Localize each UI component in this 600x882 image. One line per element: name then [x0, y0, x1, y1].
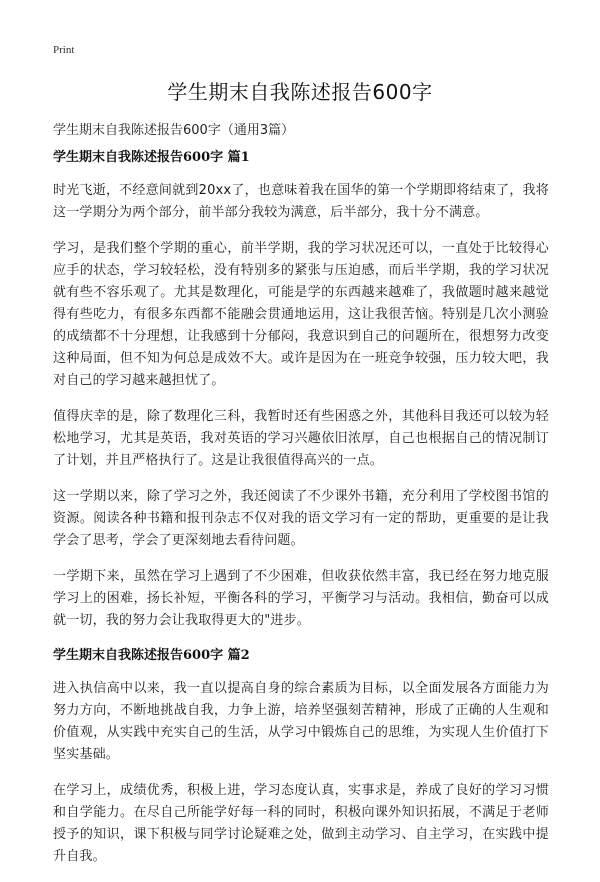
- page-subtitle: 学生期末自我陈述报告600字（通用3篇）: [53, 123, 295, 138]
- page-title: 学生期末自我陈述报告600字: [167, 80, 433, 104]
- paragraph: 进入执信高中以来，我一直以提高自身的综合素质为目标，以全面发展各方面能力为努力方向，不断地挑战自我，力争上游，培养坚强刻苦精神，形成了正确的人生观和价值观，从实践中充实自己的生活，从学习中锻炼自己的思维，为实现人生价值打下坚实基础。: [53, 681, 549, 762]
- document-body: [53, 148, 549, 882]
- paragraph: 值得庆幸的是，除了数理化三科，我暂时还有些困惑之外，其他科目我还可以较为轻松地学习，尤其是英语，我对英语的学习兴趣依旧浓厚，自己也根据自己的情况制订了计划，并且严格执行了。这是让我很值得高兴的一点。: [53, 409, 549, 468]
- print-label: Print: [53, 44, 75, 56]
- paragraph: 在学习上，成绩优秀，积极上进，学习态度认真，实事求是，养成了良好的学习习惯和自学能力。在尽自己所能学好每一科的同时，积极向课外知识拓展，不满足于老师授予的知识，课下积极与同学讨论疑难之处，做到主动学习、自主学习，在实践中提升自我。: [53, 783, 549, 864]
- section-2: [53, 646, 549, 868]
- paragraph: 学习，是我们整个学期的重心，前半学期，我的学习状况还可以，一直处于比较得心应手的状态，学习较轻松，没有特别多的紧张与压迫感，而后半学期，我的学习状况就有些不容乐观了。尤其是数理化，可能是学的东西越来越难了，我做题时越来越觉得有些吃力，有很多东西都不能融会贯通地运用，这让我很苦恼。特别是几次小测验的成绩都不十分理想，让我感到十分郁闷，我意识到自己的问题所在，很想努力改变这种局面，但不知为何总是成效不大。或许是因为在一班竞争较强，压力较大吧，我对自己的学习越来越担忧了。: [53, 241, 549, 388]
- section-heading: 学生期末自我陈述报告600字 篇2: [53, 648, 250, 663]
- paragraph: 时光飞逝，不经意间就到20xx了，也意味着我在国华的第一个学期即将结束了，我将这一学期分为两个部分，前半部分我较为满意，后半部分，我十分不满意。: [53, 183, 549, 220]
- section-heading: 学生期末自我陈述报告600字 篇1: [53, 150, 250, 165]
- section-1: [53, 148, 549, 632]
- paragraph: 一学期下来，虽然在学习上遇到了不少困难，但收获依然丰富，我已经在努力地克服学习上的困难，扬长补短，平衡各科的学习，平衡学习与活动。我相信，勤奋可以成就一切，我的努力会让我取得更大的"进步。: [53, 569, 549, 628]
- paragraph: 这一学期以来，除了学习之外，我还阅读了不少课外书籍，充分利用了学校图书馆的资源。阅读各种书籍和报刊杂志不仅对我的语文学习有一定的帮助，更重要的是让我学会了思考，学会了更深刻地去看待问题。: [53, 489, 549, 548]
